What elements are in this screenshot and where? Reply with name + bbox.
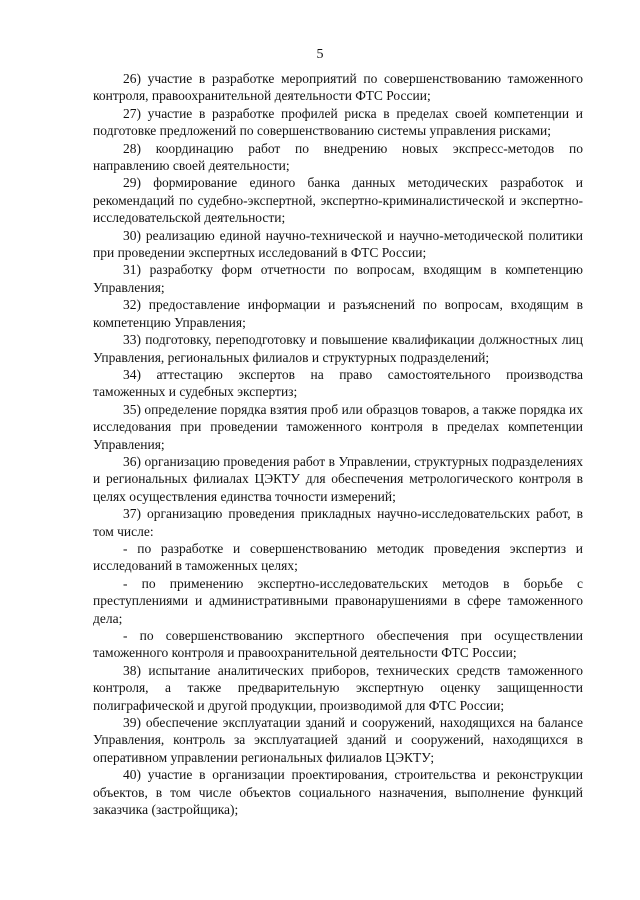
list-item: 37) организацию проведения прикладных научно-исследовательских работ, в том числе: bbox=[93, 506, 583, 539]
list-item: 33) подготовку, переподготовку и повышение квалификации должностных лиц Управления, региональных филиалов и структурных подразделений; bbox=[93, 332, 583, 365]
list-item: 34) аттестацию экспертов на право самостоятельного производства таможенных и судебных экспертиз; bbox=[93, 366, 583, 400]
list-item: 27) участие в разработке профилей риска в пределах своей компетенции и подготовке предложений по совершенствованию системы управления рисками; bbox=[93, 105, 583, 139]
list-item: 31) разработку форм отчетности по вопросам, входящим в компетенцию Управления; bbox=[93, 262, 583, 295]
list-item: 30) реализацию единой научно-технической и научно-методической политики при проведении экспертных исследований в ФТС России; bbox=[93, 227, 583, 261]
list-item: 38) испытание аналитических приборов, технических средств таможенного контроля, а также предварительную экспертную оценку защищенности полиграфической и другой продукции, производимой для ФТС России; bbox=[93, 662, 583, 713]
list-item: 26) участие в разработке мероприятий по совершенствованию таможенного контроля, правоохранительной деятельности ФТС России; bbox=[93, 71, 583, 104]
list-item: 39) обеспечение эксплуатации зданий и сооружений, находящихся на балансе Управления, контроль за эксплуатацией зданий и сооружений, находящихся в оперативном управлении региональных филиалов ЦЭКТУ; bbox=[93, 715, 583, 765]
list-item: 36) организацию проведения работ в Управлении, структурных подразделениях и региональных филиалах ЦЭКТУ для обеспечения метрологического контроля в целях осуществления единства точности измерений; bbox=[93, 453, 583, 504]
document-body bbox=[93, 70, 583, 818]
page-number: 5 bbox=[316, 47, 324, 62]
sub-list-item: - по применению экспертно-исследовательских методов в борьбе с преступлениями и административными правонарушениями в сфере таможенного дела; bbox=[93, 575, 583, 626]
list-item: 28) координацию работ по внедрению новых экспресс-методов по направлению своей деятельности; bbox=[93, 140, 583, 174]
sub-list-item: - по совершенствованию экспертного обеспечения при осуществлении таможенного контроля и правоохранительной деятельности ФТС России; bbox=[93, 628, 583, 661]
list-item: 40) участие в организации проектирования, строительства и реконструкции объектов, в том числе объектов социального назначения, выполнение функций заказчика (застройщика); bbox=[93, 767, 583, 818]
sub-list-item: - по разработке и совершенствованию методик проведения экспертиз и исследований в таможенных целях; bbox=[93, 540, 583, 574]
list-item: 35) определение порядка взятия проб или образцов товаров, а также порядка их исследования при проведении таможенного контроля в пределах компетенции Управления; bbox=[93, 401, 583, 452]
list-item: 29) формирование единого банка данных методических разработок и рекомендаций по судебно-экспертной, экспертно-криминалистической и экспертно-исследовательской деятельности; bbox=[93, 175, 583, 226]
list-item: 32) предоставление информации и разъяснений по вопросам, входящим в компетенцию Управления; bbox=[93, 297, 583, 330]
